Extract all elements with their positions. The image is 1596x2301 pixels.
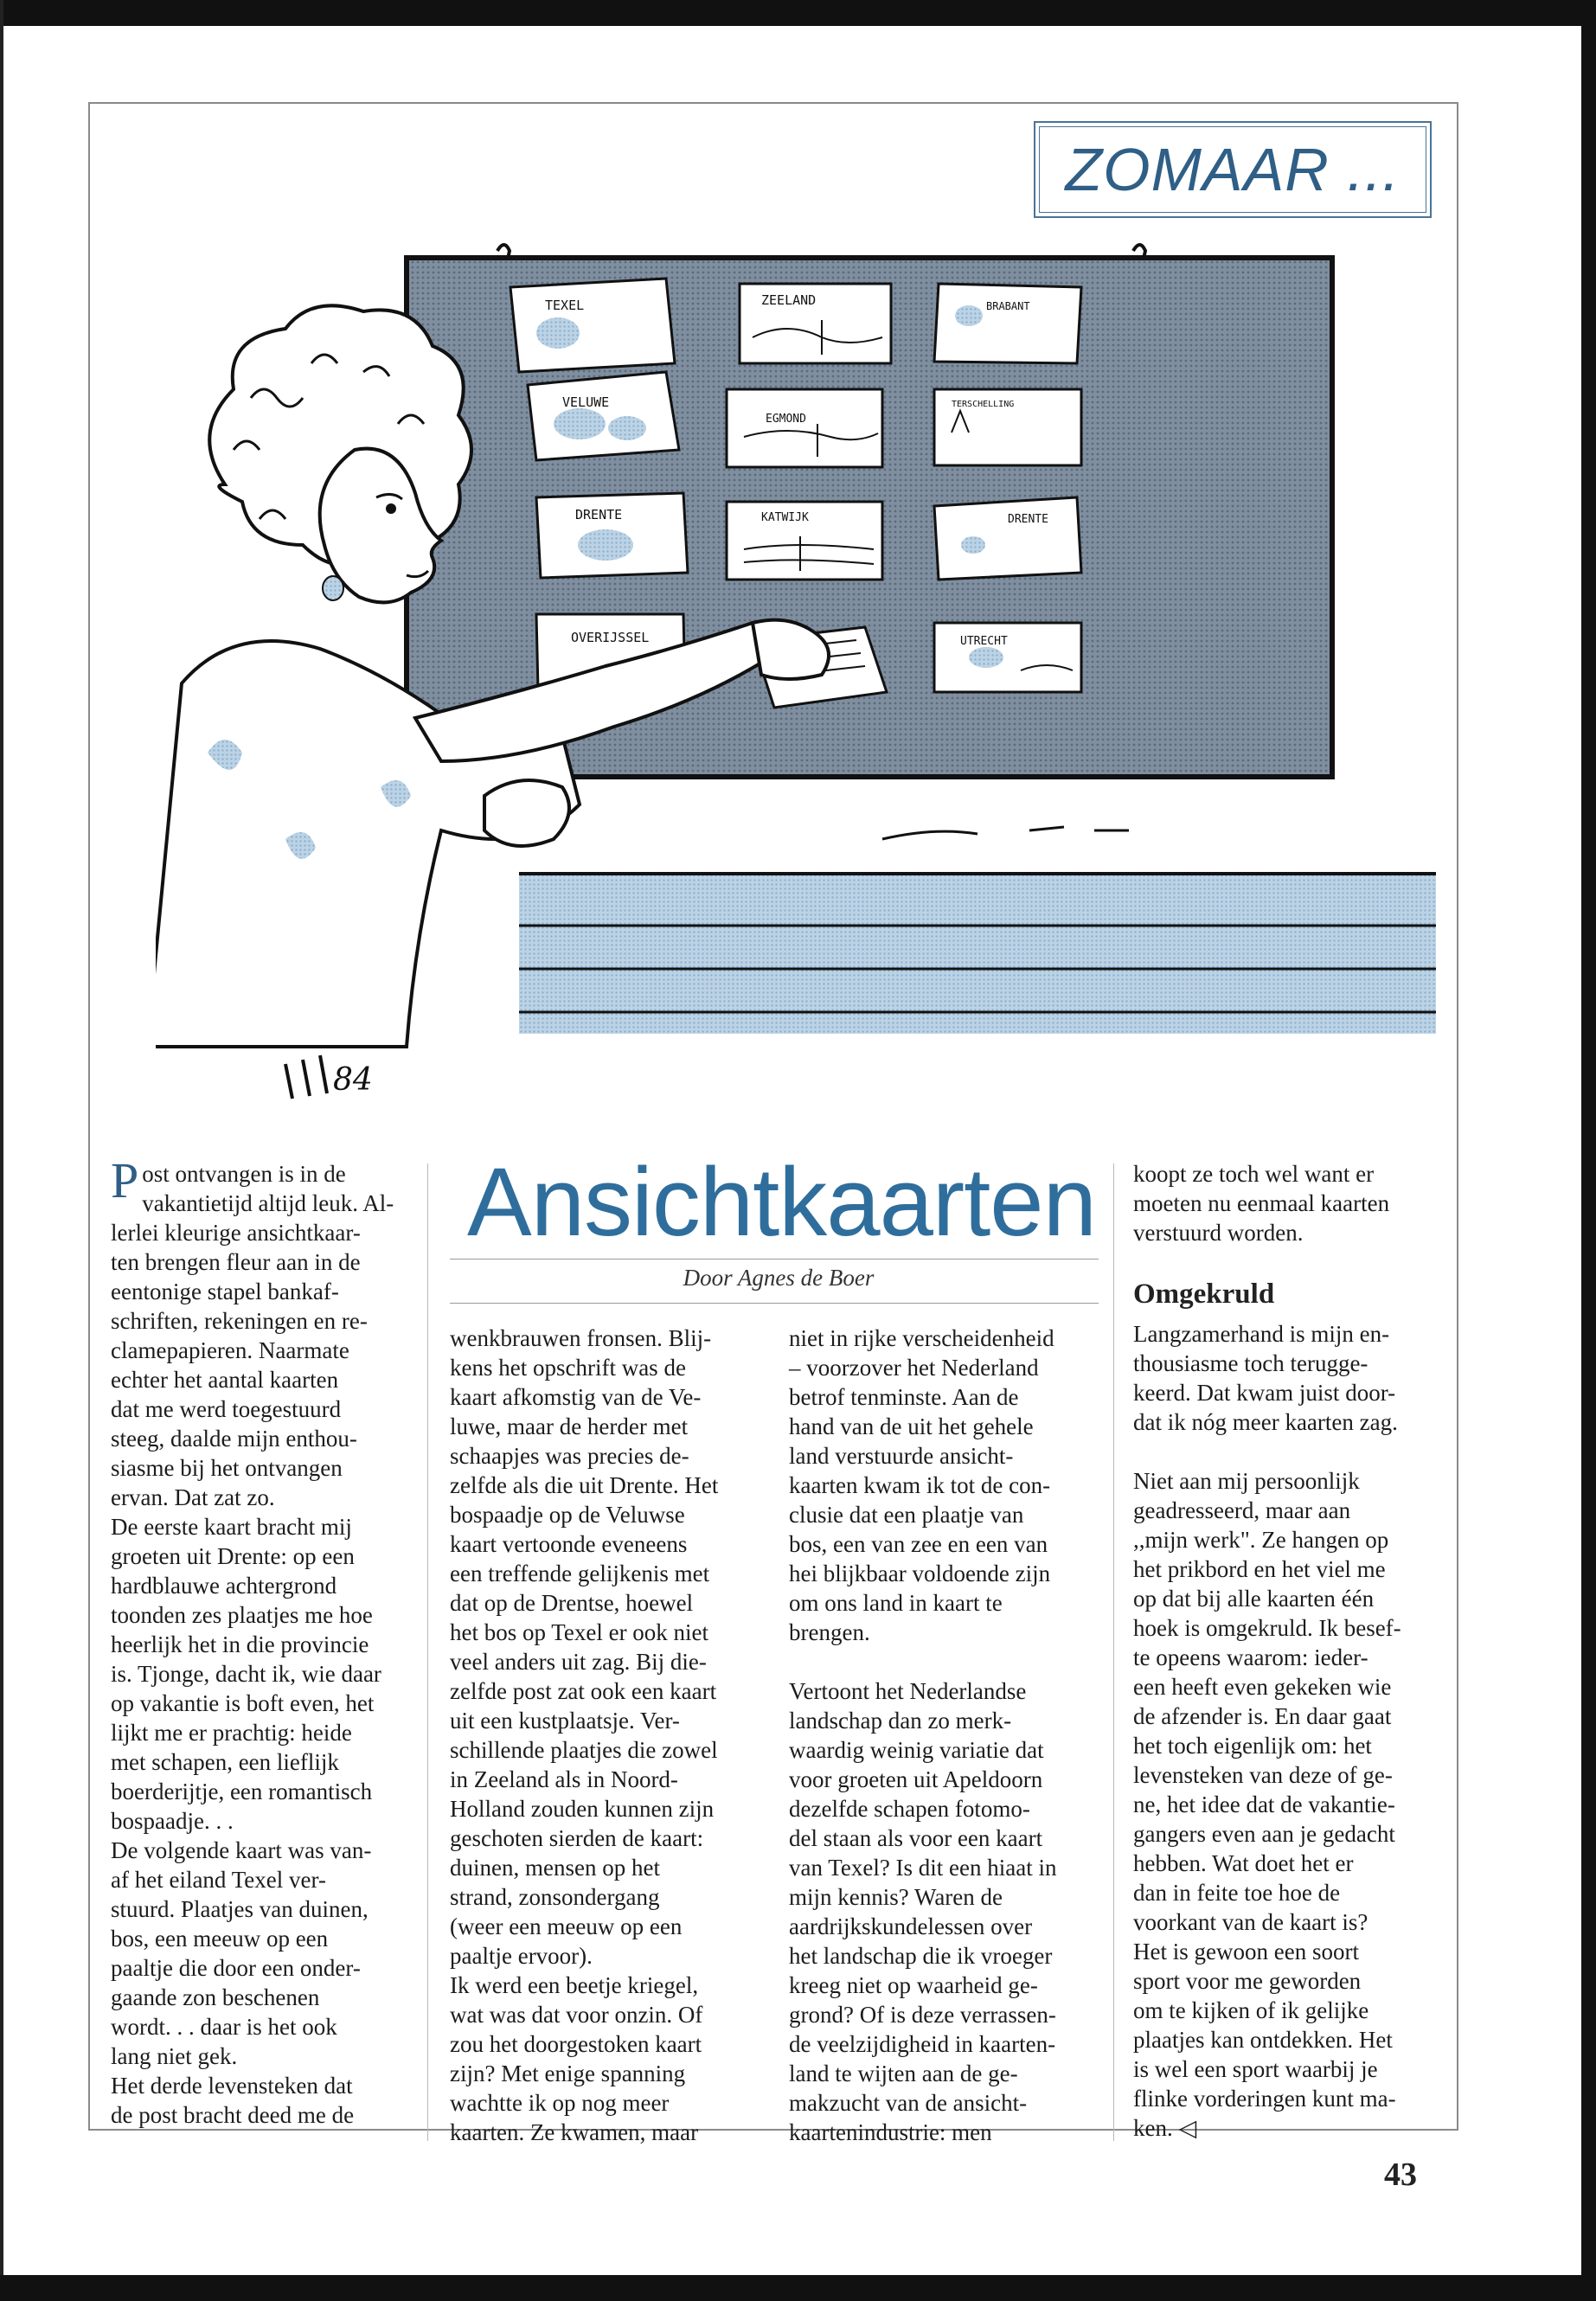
- headline: Ansichtkaarten: [467, 1148, 1096, 1256]
- paragraph: Het derde levensteken dat de post bracht deed me de: [111, 2073, 355, 2128]
- card-caption-brabant: BRABANT: [986, 300, 1030, 312]
- column-rule: [427, 1163, 428, 2141]
- article-column-3: [789, 1324, 1109, 2147]
- paragraph: De volgende kaart was van- af het eiland Texel ver- stuurd. Plaatjes van duinen, bos, een meeuw op een paaltje die door een onder- gaande zon beschenen wordt. . . daar is het ook lang niet gek.: [111, 1837, 372, 2069]
- scan-border-right: [1581, 0, 1596, 2301]
- section-label: ZOMAAR ...: [1039, 126, 1426, 213]
- section-label-box: [1034, 121, 1432, 218]
- subheading: Omgekruld: [1133, 1279, 1275, 1310]
- paragraph: wenkbrauwen fronsen. Blij- kens het opschrift was de kaart afkomstig van de Ve- luwe, maar de herder met schaapjes was precies de- zelfde als die uit Drente. Het bospaadje op de Veluwse kaart vertoonde eveneens een treffende gelijkenis met dat op de Drentse, hoewel het bos op Texel er ook niet veel anders uit zag. Bij die- zelfde post zat ook een kaart uit een kustplaatsje. Ver- schillende plaatjes die zowel in Zeeland als in Noord- Holland zouden kunnen zijn geschoten sierden de kaart: duinen, mensen op het strand, zonsondergang (weer een meeuw op een paaltje ervoor).: [450, 1325, 719, 1969]
- article-column-1: [111, 1152, 413, 2130]
- card-caption-texel: TEXEL: [545, 298, 585, 313]
- card-caption-drente-2: DRENTE: [1008, 513, 1048, 526]
- card-caption-veluwe: VELUWE: [562, 394, 610, 410]
- woman-other-hand: [484, 780, 569, 846]
- desk: [519, 874, 1436, 1034]
- article-column-4: [1133, 1159, 1453, 1247]
- byline: Door Agnes de Boer: [683, 1265, 875, 1291]
- byline-rule: [450, 1303, 1099, 1304]
- paragraph: Ik werd een beetje kriegel, wat was dat voor onzin. Of zou het doorgestoken kaart zijn? Met enige spanning wachtte ik op nog meer kaarten. Ze kwamen, maar: [450, 1972, 703, 2145]
- artist-signature: 84: [333, 1062, 373, 1098]
- paragraph: De eerste kaart bracht mij groeten uit Drente: op een hardblauwe achtergrond toonden zes plaatjes me hoe heerlijk het in die provincie is. Tjonge, dacht ik, wie daar op vakantie is boft even, het lijkt me er prachtig: heide met schapen, een lieflijk boerderijtje, een romantisch bospaadje. . .: [111, 1514, 381, 1834]
- scan-border-left: [0, 0, 3, 2301]
- card-caption-katwijk: KATWIJK: [761, 511, 809, 524]
- card-caption-utrecht: UTRECHT: [960, 635, 1008, 648]
- paragraph: koopt ze toch wel want er moeten nu eenmaal kaarten verstuurd worden.: [1133, 1161, 1390, 1246]
- article-column-2: [450, 1324, 761, 2147]
- card-caption-overijssel: OVERIJSSEL: [571, 630, 650, 645]
- postcard-board-illustration: [156, 234, 1436, 1142]
- drop-cap: P: [111, 1152, 139, 1208]
- paragraph: Post ontvangen is in de vakantietijd altijd leuk. Al- lerlei kleurige ansichtkaar- ten brengen fleur aan in de eentonige stapel bankaf- schriften, rekeningen en re- clamepapieren. Naarmate echter het aantal kaarten dat me werd toegestuurd steeg, daalde mijn enthou- siasme bij het ontvangen ervan. Dat zat zo.: [111, 1152, 394, 1510]
- card-caption-zeeland: ZEELAND: [761, 292, 817, 308]
- scan-border-top: [0, 0, 1596, 26]
- paragraph: Vertoont het Nederlandse landschap dan zo merk- waardig weinig variatie dat voor groeten uit Apeldoorn dezelfde schapen fotomo- del staan als voor een kaart van Texel? Is dit een hiaat in mijn kennis? Waren de aardrijkskundelessen over het landschap die ik vroeger kreeg niet op waarheid ge- grond? Of is deze verrassen- de veelzijdigheid in kaarten- land te wijten aan de ge- makzucht van de ansicht- kaartenindustrie: men: [789, 1678, 1057, 2145]
- column-rule: [1113, 1163, 1114, 2141]
- article-column-4-continued: [1133, 1319, 1453, 2143]
- paragraph: Niet aan mij persoonlijk geadresseerd, maar aan ,,mijn werk". Ze hangen op het prikbord en het viel me op dat bij alle kaarten één hoek is omgekruld. Ik besef- te opeens waarom: ieder- een heeft even gekeken wie de afzender is. En daar gaat het toch eigenlijk om: het levensteken van deze of ge- ne, het idee dat de vakantie- gangers even aan je gedacht hebben. Wat doet het er dan in feite toe hoe de voorkant van de kaart is? Het is gewoon een soort sport voor me geworden om te kijken of ik gelijke plaatjes kan ontdekken. Het is wel een sport waarbij je flinke vorderingen kunt ma- ken. ◁: [1133, 1468, 1401, 2141]
- card-caption-egmond: EGMOND: [766, 413, 806, 426]
- page-number: 43: [1384, 2157, 1417, 2193]
- card-caption-drente: DRENTE: [575, 507, 623, 522]
- card-caption-terschelling: TERSCHELLING: [952, 400, 1015, 409]
- scan-border-bottom: [0, 2275, 1596, 2301]
- paragraph: Langzamerhand is mijn en- thousiasme toch terugge- keerd. Dat kwam juist door- dat ik nóg meer kaarten zag.: [1133, 1321, 1398, 1435]
- paragraph: niet in rijke verscheidenheid – voorzover het Nederland betrof tenminste. Aan de hand van de uit het gehele land verstuurde ansicht- kaarten kwam ik tot de con- clusie dat een plaatje van bos, een van zee en een van hei blijkbaar voldoende zijn om ons land in kaart te brengen.: [789, 1325, 1054, 1645]
